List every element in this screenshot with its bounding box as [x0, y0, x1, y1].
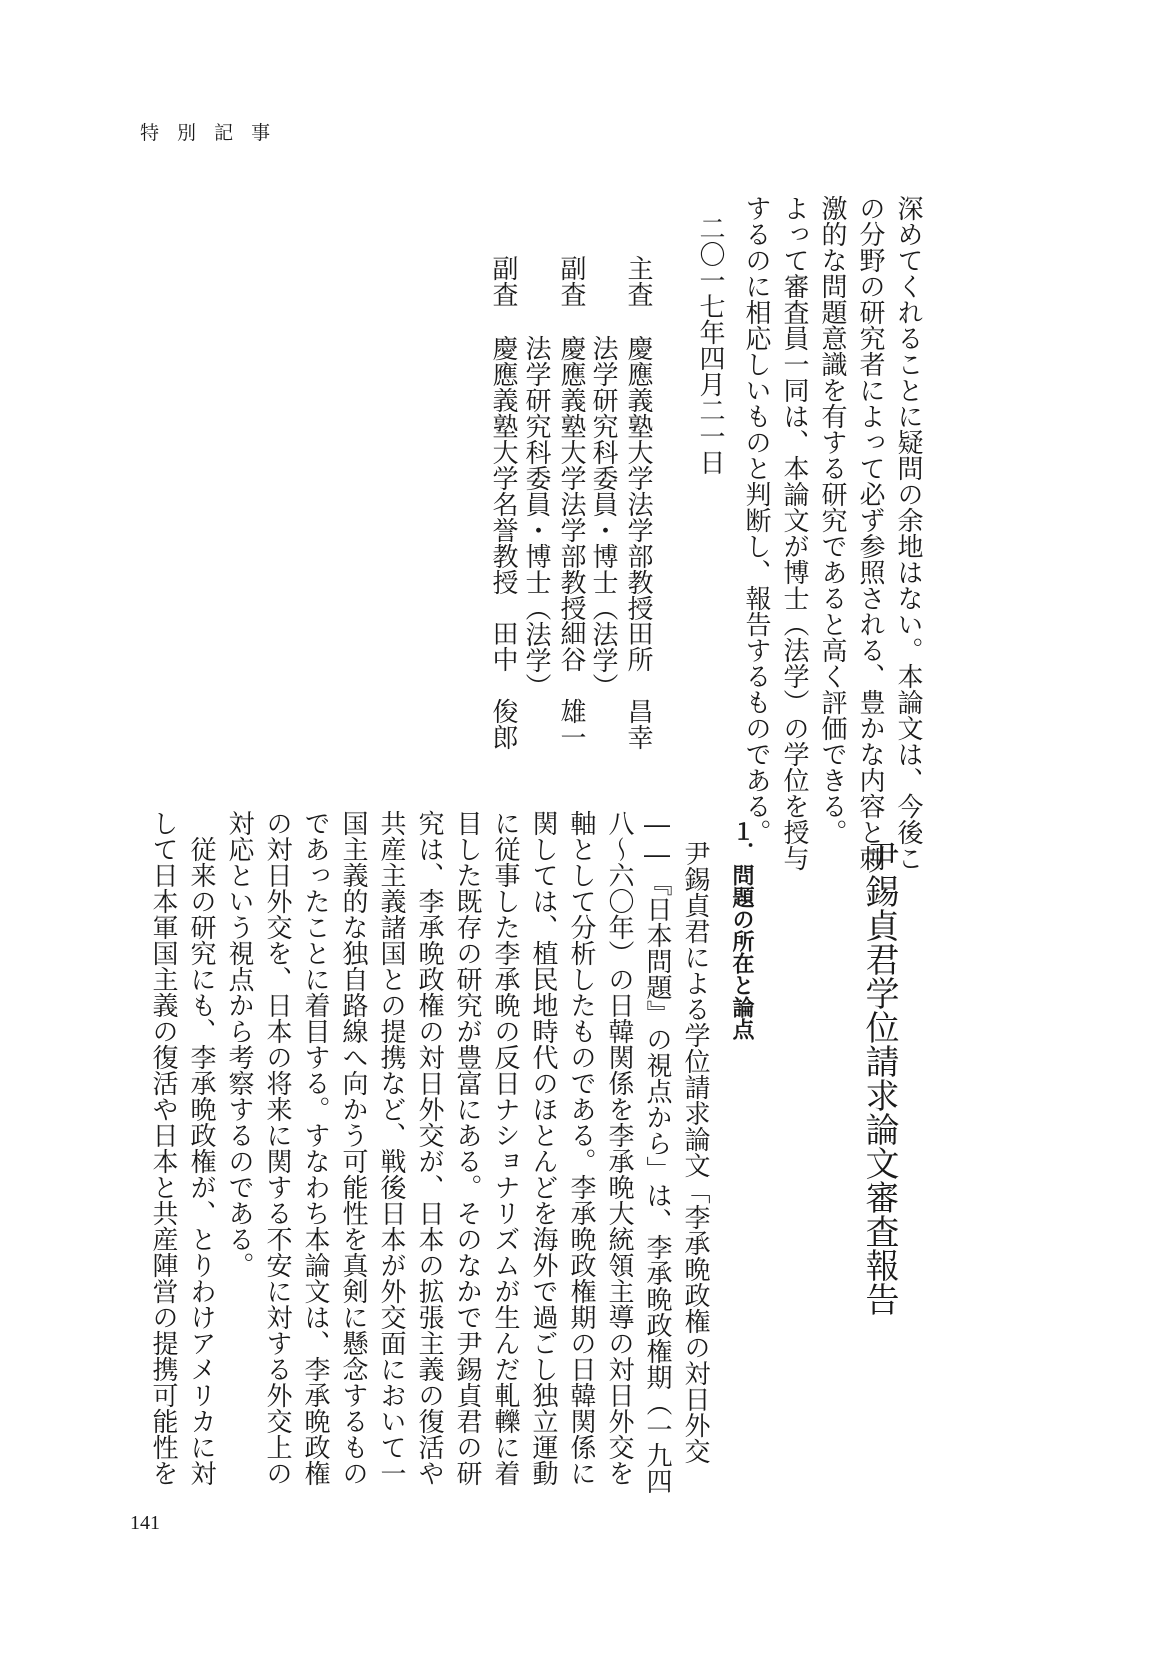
body-line: の対日外交を、日本の将来に関する不安に対する外交上の: [262, 810, 292, 1486]
signatory-affiliation: 慶應義塾大学法学部教授: [623, 335, 653, 621]
body-line: 究は、李承晩政権の対日外交が、日本の拡張主義の復活や: [414, 810, 444, 1486]
signatory-name: 田所 昌幸: [623, 620, 653, 750]
report-date: 二〇一七年四月二一日: [695, 215, 725, 475]
signatory-affiliation: 法学研究科委員・博士（法学）: [588, 335, 618, 699]
paragraph-line: 深めてくれることに疑問の余地はない。本論文は、今後こ: [893, 195, 923, 871]
conclusion-block: [0, 195, 1166, 871]
body-line: して日本軍国主義の復活や日本と共産陣営の提携可能性を: [148, 810, 178, 1486]
signatory-role: 副査: [488, 255, 518, 307]
body-line: 八〜六〇年）の日韓関係を李承晩大統領主導の対日外交を: [604, 810, 634, 1486]
page-number: 141: [130, 1512, 160, 1534]
body-line: 対応という視点から考察するのである。: [224, 810, 254, 1278]
signatory-role: 副査: [556, 255, 586, 307]
body-line: 尹錫貞君による学位請求論文「李承晩政権の対日外交: [680, 840, 710, 1464]
body-line: 従来の研究にも、李承晩政権が、とりわけアメリカに対: [186, 810, 216, 1486]
body-line: 関しては、植民地時代のほとんどを海外で過ごし独立運動: [528, 810, 558, 1486]
body-line: であったことに着目する。すなわち本論文は、李承晩政権: [300, 810, 330, 1486]
body-line: に従事した李承晩の反日ナショナリズムが生んだ軋轢に着: [490, 810, 520, 1486]
body-line: 目した既存の研究が豊富にある。そのなかで尹錫貞君の研: [452, 810, 482, 1486]
body-line: 共産主義諸国との提携など、戦後日本が外交面において一: [376, 810, 406, 1486]
report-block: [0, 780, 1166, 1494]
body-line: 国主義的な独自路線へ向かう可能性を真剣に懸念するもの: [338, 810, 368, 1486]
signatory-affiliation: 法学研究科委員・博士（法学）: [521, 335, 551, 699]
paragraph-line: よって審査員一同は、本論文が博士（法学）の学位を授与: [779, 195, 809, 871]
paragraph-line: 激的な問題意識を有する研究であると高く評価できる。: [817, 195, 847, 845]
paragraph-line: するのに相応しいものと判断し、報告するものである。: [741, 195, 771, 845]
report-title: 尹錫貞君学位請求論文審査報告: [859, 840, 899, 1316]
paragraph-line: の分野の研究者によって必ず参照される、豊かな内容と刺: [855, 195, 885, 871]
section-heading: １．問題の所在と論点: [729, 820, 754, 1040]
body-line: ――『日本問題』の視点から」は、李承晩政権期（一九四: [642, 810, 672, 1494]
signatory-affiliation: 慶應義塾大学法学部教授: [556, 335, 586, 621]
body-line: 軸として分析したものである。李承晩政権期の日韓関係に: [566, 810, 596, 1486]
signatory-name: 田中 俊郎: [488, 620, 518, 750]
section-label: 特 別 記 事: [140, 122, 277, 144]
signatory-role: 主査: [623, 255, 653, 307]
signatory-name: 細谷 雄一: [556, 620, 586, 750]
signatory-affiliation: 慶應義塾大学名誉教授: [488, 335, 518, 595]
